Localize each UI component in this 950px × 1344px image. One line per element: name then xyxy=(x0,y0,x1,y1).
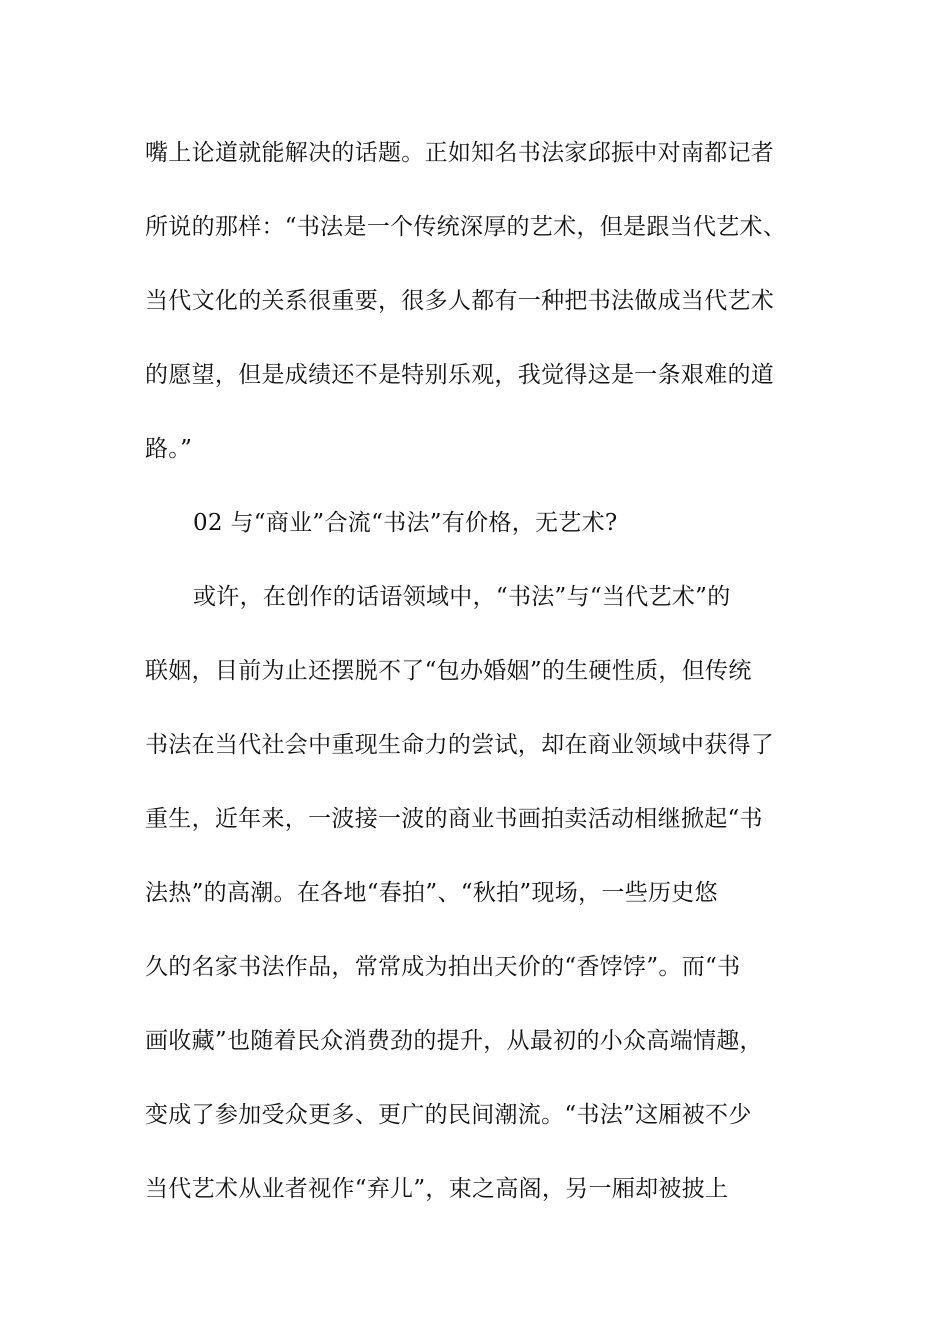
body-text-line: 的愿望，但是成绩还不是特别乐观，我觉得这是一条艰难的道 xyxy=(145,362,775,388)
body-text-line: 久的名家书法作品，常常成为拍出天价的“香饽饽”。而“书 xyxy=(145,954,741,980)
paragraph-first-line: 或许，在创作的话语领域中，“书法”与“当代艺术”的 xyxy=(193,584,731,610)
body-text-line: 书法在当代社会中重现生命力的尝试，却在商业领域中获得了 xyxy=(145,732,775,758)
section-heading: 02 与“商业”合流“书法”有价格，无艺术? xyxy=(193,510,618,536)
body-text-line: 法热”的高潮。在各地“春拍”、“秋拍”现场，一些历史悠 xyxy=(145,880,718,906)
body-text-line: 当代艺术从业者视作“弃儿”，束之高阁，另一厢却被披上 xyxy=(145,1176,729,1202)
body-text-line: 重生，近年来，一波接一波的商业书画拍卖活动相继掀起“书 xyxy=(145,806,763,832)
body-text-line: 嘴上论道就能解决的话题。正如知名书法家邱振中对南都记者 xyxy=(145,140,775,166)
body-text-line: 当代文化的关系很重要，很多人都有一种把书法做成当代艺术 xyxy=(145,288,775,314)
body-text-line: 路。” xyxy=(145,436,193,462)
body-text-line: 联姻，目前为止还摆脱不了“包办婚姻”的生硬性质，但传统 xyxy=(145,658,752,684)
body-text-line: 画收藏”也随着民众消费劲的提升，从最初的小众高端情趣， xyxy=(145,1028,763,1054)
body-text-line: 所说的那样：“书法是一个传统深厚的艺术，但是跟当代艺术、 xyxy=(145,214,787,240)
body-text-line: 变成了参加受众更多、更广的民间潮流。“书法”这厢被不少 xyxy=(145,1102,752,1128)
